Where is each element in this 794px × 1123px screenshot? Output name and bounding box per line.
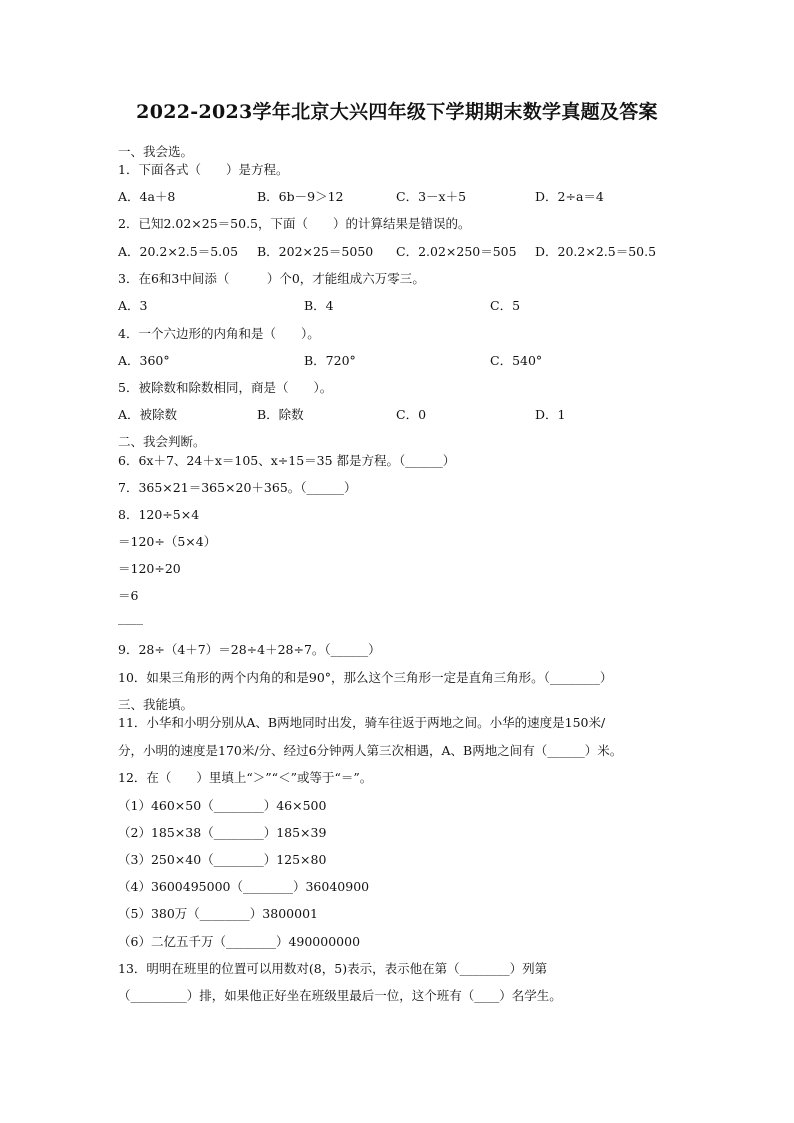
q4-option-c: C．540°	[490, 353, 543, 368]
q3-option-c: C．5	[490, 298, 521, 313]
q2-option-c: C．2.02×250＝505	[396, 244, 517, 259]
q3-option-a: A．3	[118, 298, 148, 313]
question-8-step-3: ＝6	[118, 588, 139, 603]
section-heading-fill: 三、我能填。	[118, 697, 194, 712]
q1-option-c: C．3－x＋5	[396, 189, 467, 204]
question-3: 3．在6和3中间添（ ）个0，才能组成六万零三。	[118, 271, 425, 286]
q5-option-d: D．1	[535, 407, 566, 422]
question-8: 8．120÷5×4	[118, 507, 200, 522]
q5-option-b: B．除数	[257, 407, 304, 422]
question-10: 10．如果三角形的两个内角的和是90°，那么这个三角形一定是直角三角形。（________）	[118, 670, 613, 685]
q1-option-b: B．6b－9＞12	[257, 189, 344, 204]
q2-option-b: B．202×25＝5050	[257, 244, 374, 259]
page-title: 2022-2023学年北京大兴四年级下学期期末数学真题及答案	[136, 101, 658, 123]
question-6: 6．6x＋7、24＋x＝105、x÷15＝35 都是方程。（______）	[118, 453, 456, 468]
question-12: 12．在（ ）里填上“＞”“＜”或等于“＝”。	[118, 770, 373, 785]
q4-option-b: B．720°	[304, 353, 356, 368]
question-12-part-4: （4）3600495000（________）36040900	[118, 879, 370, 894]
question-12-part-1: （1）460×50（________）46×500	[118, 798, 327, 813]
question-12-part-2: （2）185×38（________）185×39	[118, 825, 327, 840]
question-8-step-1: ＝120÷（5×4）	[118, 534, 217, 549]
q4-option-a: A．360°	[118, 353, 170, 368]
question-2: 2．已知2.02×25＝50.5，下面（ ）的计算结果是错误的。	[118, 216, 471, 231]
question-13-line-1: 13．明明在班里的位置可以用数对(8，5)表示，表示他在第（________）列第	[118, 961, 548, 976]
question-12-part-3: （3）250×40（________）125×80	[118, 852, 327, 867]
question-11-line-1: 11．小华和小明分别从A、B两地同时出发，骑车往返于两地之间。小华的速度是150米/	[118, 715, 606, 730]
q3-option-b: B．4	[304, 298, 334, 313]
question-8-step-2: ＝120÷20	[118, 561, 181, 576]
q5-option-a: A．被除数	[118, 407, 178, 422]
q2-option-a: A．20.2×2.5＝5.05	[118, 244, 239, 259]
question-12-part-6: （6）二亿五千万（________）490000000	[118, 934, 361, 949]
section-heading-choice: 一、我会选。	[118, 144, 194, 159]
question-8-answer-blank: ____	[118, 610, 143, 625]
q1-option-a: A．4a＋8	[118, 189, 176, 204]
question-5: 5．被除数和除数相同，商是（ ）。	[118, 380, 333, 395]
section-heading-judge: 二、我会判断。	[118, 434, 206, 449]
question-13-line-2: （_________）排，如果他正好坐在班级里最后一位，这个班有（____）名学生。	[118, 988, 562, 1003]
question-9: 9．28÷（4＋7）＝28÷4＋28÷7。（______）	[118, 642, 381, 657]
q1-option-d: D．2÷a＝4	[535, 189, 604, 204]
question-11-line-2: 分，小明的速度是170米/分、经过6分钟两人第三次相遇，A、B两地之间有（______）米。	[118, 743, 623, 758]
question-12-part-5: （5）380万（________）3800001	[118, 906, 318, 921]
question-1: 1．下面各式（ ）是方程。	[118, 162, 289, 177]
q2-option-d: D．20.2×2.5＝50.5	[535, 244, 657, 259]
question-7: 7．365×21＝365×20＋365。（______）	[118, 480, 357, 495]
question-4: 4．一个六边形的内角和是（ ）。	[118, 326, 320, 341]
q5-option-c: C．0	[396, 407, 427, 422]
